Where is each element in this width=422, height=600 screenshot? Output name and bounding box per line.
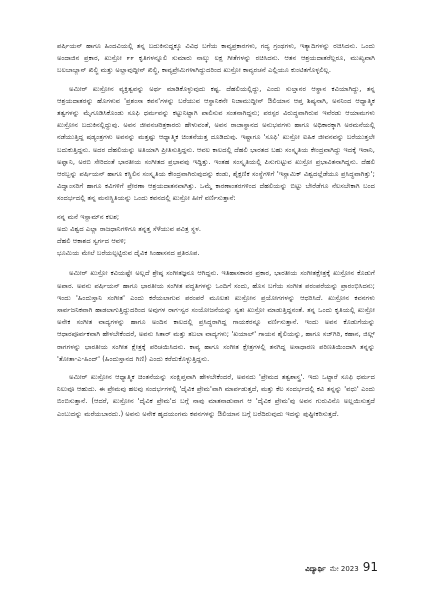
paragraph-4: ಅಮೀರ್ ಖುಸ್ರೋನ ಆಧ್ಯಾತ್ಮಿಕ ಚಿಂತನೆಯನ್ನು ಸಂಕ್ಷಿಪ್ತವಾಗಿ ಹೇಳಬೇಕೆಂದರೆ, ಅವನದು 'ಪ್ರೇಮದ ತತ್ವಶಾಸ್ತ್ರ'. ಇದು ಒಟ್ಟಾರೆ ಸೂಫಿ ಧರ್ಮದ ನಿಲುವೂ ಆಹುದು. ಈ ಪ್ರೇಮವು ಹಲವು ಸಂದರ್ಭಗಳಲ್ಲಿ 'ದೈವಿಕ ಪ್ರೇಮ'ವಾಗಿ ಮಾರ್ಪಡುತ್ತದೆ, ಮತ್ತು ಕೆಲ ಸಂದರ್ಭದಲ್ಲಿ ಕವಿ ತನ್ನನ್ನು 'ವಧು' ಎಂದು ಬಿಂಬಿಸುತ್ತಾನೆ. (ಆದರೆ, ಖುಸ್ರೋನ 'ದೈವಿಕ ಪ್ರೇಮ'ದ ಬಗ್ಗೆ ನಾವು ಮಾತನಾಡುವಾಗ ಆ 'ದೈವಿಕ ಪ್ರೇಮ'ವು ಅವನ ಗುರುವಿನೊ ಅಲ್ಲಯಿಸುತ್ತದೆ ಎಂಬುದನ್ನು ಮರೆಯಬಾರದು.) ಅವನು ಅನೇಕ ಹೃದಯಂಗಮ ಕವನಗಳನ್ನು ಔಲಿಯಾನ ಬಗ್ಗೆ ಬರೆದಿರುವುದು ಇದನ್ನು ಪುಷ್ಟೀಕರಿಸುತ್ತದೆ.: [57, 373, 375, 418]
paragraph-2: ಅಮೀರ್ ಖುಸ್ರೋನ ವ್ಯಕ್ತಿತ್ವವನ್ನು ಅರ್ಥ ಮಾಡಿಕೊಳ್ಳುವುದು ಕಷ್ಟ. ದೆಹಲಿಯಲ್ಲಿದ್ದು, ಎಂದು ಸುಲ್ತಾನರ ಆಸ್ಥಾನ ಕವಿಯಾಗಿದ್ದು, ತನ್ನ ಆಶ್ರಯದಾತರನ್ನು ಹೊಗಳುವ 'ಪ್ರಶಂಸಾ ಕವನ'ಗಳನ್ನು ಬರೆಯುವ ಆಸ್ಥಾನಿಕನೇ ನಿಜಾಮುದ್ದೀನ್ ಔಲಿಯಾನ ಆಪ್ತ ಶಿಷ್ಯನಾಗಿ, ಅನನಿಂದ ಆಧ್ಯಾತ್ಮಿಕ ತತ್ವಗಳನ್ನು ಮೈಗೂಡಿಸಿಕೊಂಡು ಸೂಫಿ ಧರ್ಮವನ್ನು ಕಟ್ಟುನಿಟ್ಟಾಗಿ ಪಾಲಿಸುವ ಸಂತನಾಗಿದ್ದನು; ಪರಸ್ಪರ ವಿರುದ್ಧವಾಗಿರುವ ಇವೆರಡು ಆಯಾಮಗಳು ಖುಸ್ರೋನ ಬದುಕಿನಲ್ಲಿದ್ದುವು. ಅವನ ಜೀವನಚರಿತ್ರಕಾರರು ಹೇಳುವಂತೆ, ಅವನ ರಾಜಾಸ್ಥಾನದ ಅನುಭವಗಳು ಹಾಗೂ ಅಧಿಕಾರಕ್ಕಾಗಿ ಅರಮನೆಯಲ್ಲಿ ನಡೆಯುತ್ತಿದ್ದ ಷಡ್ಯಂತ್ರಗಳು ಅವನನ್ನು ಮತ್ತಷ್ಟು ಆಧ್ಯಾತ್ಮಿಕ ಚಿಂತನೆಯತ್ತ ದೂಡಿದುವು. ಇಷ್ಟಾಗೂ 'ಸೂಫಿ' ಖುಸ್ರೋ ಐಹಿಕ ಜೀವನವನ್ನು ಬರೆಯುತ್ತಲೇ ಬದುಕುತ್ತಿದ್ದನು. ಅದರ ದೆಹಲಿಯನ್ನು ಅತಿಯಾಗಿ ಪ್ರೀತಿಸುತ್ತಿದ್ದನು. ಆವಲ ಕಾಲದಲ್ಲಿ ದೆಹಲಿ ಭಾರತದ ಬಹು ಸಂಸ್ಕೃತಿಯ ಕೇಂದ್ರವಾಗಿದ್ದು ಇದಕ್ಕೆ ಇರಾನಿ, ಅಫ್ಘಾನಿ, ಅರಬಿ ಸೇರಿದಂತೆ ಭಾರತೀಯ ಸಂಗೀತದ ಪ್ರಭಾವವು ಇದ್ದಿತ್ತು. ಇಂತಹ ಸಂಸ್ಕೃತಿಯಲ್ಲಿ ಪಿಸುಗುಟ್ಟುವ ಖುಸ್ರೋ ಪ್ರಭಾವಿತನಾಗಿದ್ದನು. ದೆಹಲಿ ಆರಬ್ಬನ್ನು ಪರ್ಷಿಯನ್ ಹಾಗೂ ಕಸ್ಥಿಲಿನ ಸಂಸ್ಕೃತಿಯ ಕೇಂದ್ರವಾಗಿರುವುದನ್ನು ಕಂಡು, ಶೈಕ್ಷಣಿಕ ಸಂಸ್ಥೆಗಳಿಗೆ 'ಇಸ್ಲಾಮಿಕ್ ವಿಶ್ವದಲ್ಲೆಡೆಯೂ ಪ್ರಸಿದ್ಧವಾಗಿತ್ತು'; ವಿದ್ವಾಂಸರಿಗೆ ಹಾಗೂ ಕವಿಗಳಿಗೆ ಪ್ರೇರಣಾ ಆಶ್ರಯದಾತನವಾಗಿತ್ತು. ಒಮ್ಮೆ ಕಾರಣಾಂತರಗಳಿಂದ ದೆಹಲಿಯನ್ನು ಬಿಟ್ಟು ಬೇರೆಡೆಗೂ ನೆಲಸಬೇಕಾಗಿ ಬಂದ ಸಂದರ್ಭದಲ್ಲಿ ತನ್ನ ಮನಃಸ್ಥಿತಿಯನ್ನು ಒಂದು ಕವನದಲ್ಲಿ ಖುಸ್ರೋ ಹೀಗೆ ವರ್ಣಿಸುತ್ತಾನೆ:: [57, 84, 375, 203]
article-body: [57, 40, 375, 426]
paragraph-1: ಪರ್ಷಿಯನ್ ಹಾಗೂ ಹಿಂದವಿಯಲ್ಲಿ ತನ್ನ ಬದುಕಿನುದ್ದಕ್ಕೂ ವಿವಿಧ ಬಗೆಯ ಕಾವ್ಯಪ್ರಕಾರಗಳು, ಗದ್ಯ ಗ್ರಂಥಗಳು, ಇತ್ಯಾದಿಗಳನ್ನು ರಚಿಸಿದನು. ಒಂದು ಅಂದಾಜಿನ ಪ್ರಕಾರ, ಖುಸ್ರೋ ೯೯ ಕೃತಿಗಳನ್ನೂಲಿ ಸುಮಾರು ನಾಲ್ಕು ಲಕ್ಷ ಗೀತೆಗಳನ್ನು ರಚಿಸಿದನು. ಆತನ ಆಶ್ರಯದಾತರೆಲ್ಲರೂ, ಮುಖ್ಯವಾಗಿ ಬಲಬಾಬ್ಲಾನ್ ಖಿಲ್ಜಿ ಮತ್ತು ಅಲ್ಲಾವುದ್ದೀನ್ ಖಿಲ್ಜಿ, ಕಾವ್ಯಪ್ರೇಮಿಗಳಾಗಿದ್ದುದರಿಂದ ಖುಸ್ರೋ ಕಾವ್ಯರಚನೆ ಎಲ್ಲಿಯೂ ಕುಂಟಿತಗೊಳ್ಳಲಿಲ್ಲ.: [57, 42, 375, 75]
paragraph-3: ಅಮೀರ್ ಖುಸ್ರೋ ಕವಿಯಷ್ಟೇ ಅಲ್ಲದೆ ಶ್ರೇಷ್ಠ ಸಂಗೀತಜ್ಞನೂ ಆಗಿದ್ದನು. ಇತಿಹಾಸಕಾರರ ಪ್ರಕಾರ, ಭಾರತೀಯ ಸಂಗೀತಕ್ಷೇತ್ರಕ್ಕೆ ಖುಸ್ರೋನ ಕೊಡುಗೆ ಅಪಾರ. ಅವನು ಪರ್ಷಿಯನ್ ಹಾಗೂ ಭಾರತೀಯ ಸಂಗೀತ ಪದ್ಧತಿಗಳನ್ನು ಒಂದಿಗೆ ಸಂದು, ಹೊಸ ಬಗೆಯ ಸಂಗೀತ ಪರಂಪರೆಯನ್ನು ಪ್ರಾರಂಭಿಸಿದನು; ಇಂದು 'ಹಿಂದುಸ್ತಾನಿ ಸಂಗೀತ' ಎಂದು ಕರೆಯಲಾಗುವ ಪರಂಪರೆ ಮೂಲತಃ ಖುಸ್ರೋನ ಪ್ರಯೋಗಗಳನ್ನು ಆಧರಿಸಿದೆ. ಖುಸ್ರೋನ ಕವನಗಳು ಸಾರ್ವಜನಿಕವಾಗಿ ಹಾಡಲಾಗುತ್ತಿದ್ದುದರಿಂದ ಅವುಗಳ ರಾಗ-ಸ್ವರ ಸಂಯೋಜನೆಯನ್ನು ಸ್ವತಃ ಖುಸ್ರೋ ಮಾಡುತ್ತಿದ್ದನಂತೆ. ತನ್ನ ಒಂದು ಕೃತಿಯಲ್ಲಿ ಖುಸ್ರೋ ಅನೇಕ ಸಂಗೀತ ವಾದ್ಯಗಳನ್ನು ಹಾಗೂ ಅಂದಿನ ಕಾಲದಲ್ಲಿ ಪ್ರಸಿದ್ಧರಾಗಿದ್ದ ಗಾಯಕರನ್ನೂ ವರ್ಣಿಸುತ್ತಾನೆ. ಇಂದು ಅವನ ಕೊಡುಗೆಯನ್ನು ಆಧಾರಪೂರ್ವಕವಾಗಿ ಹೇಳಬೇಕೆಂದರೆ, ಅವನು ಸಿತಾರ್ ಮತ್ತು ತಬಲಾ ವಾದ್ಯಗಳು; 'ಖಯಾಲ್' ಗಾಯನ ಶೈಲಿಯನ್ನು, ಹಾಗೂ ಸಜ್‌ಗಿರಿ, ಕಹಾನ, ಜಿಲ್ಲ್ ರಾಗಗಳನ್ನು ಭಾರತೀಯ ಸಂಗೀತ ಕ್ಷೇತ್ರಕ್ಕೆ ಪರಿಚಯಿಸಿದನು. ಕಾವ್ಯ ಹಾಗೂ ಸಂಗೀತ ಕ್ಷೇತ್ರಗಳಲ್ಲಿ ತನಗಿದ್ದ ಅಸಾಧಾರಣ ಪರಿಣತಿಯಿಂದಾಗಿ ತನ್ನನ್ನು 'ತೋತಾ-ಎ-ಹಿಂದ್' (ಹಿಂದುಸ್ತಾನದ ಗಿಣಿ) ಎಂದು ಕರೆದುಕೊಳ್ಳುತ್ತಿದ್ದನು.: [57, 269, 375, 363]
issue-date: ಮೇ 2023: [329, 565, 359, 573]
page-number: 91: [362, 560, 378, 574]
magazine-name: ವಿದ್ಯಾರ್ಥಿ: [305, 565, 326, 573]
poem-line-1: ನನ್ನ ಮನೆ ಇಸ್ಲಾಮ್‌ನ ಕಲಶ;: [57, 212, 120, 221]
poem-block: [57, 211, 375, 260]
poem-line-2: ಅದು ವಿಶ್ವದ ಎಲ್ಲಾ ರಾಜಧಾನಿಗಳಿಗೂ ತನ್ನತ್ತ ಸೆಳೆಯುವ ಪವಿತ್ರ ಸ್ಥಳ.: [57, 224, 202, 233]
poem-line-4: ಭೂಮಿಯ ಮೇಲೆ ಬರೆಯಲ್ಪಟ್ಟಿರುವ ದೈವಿಕ ಸಿಂಹಾಸನದ ಪ್ರತಿರೂಪ.: [57, 249, 200, 258]
page-footer: [305, 560, 378, 574]
poem-line-3: ದೆಹಲಿ ಆಕಾಶದ ಸ್ವರ್ಗದ ಆವಳಿ;: [57, 237, 127, 246]
